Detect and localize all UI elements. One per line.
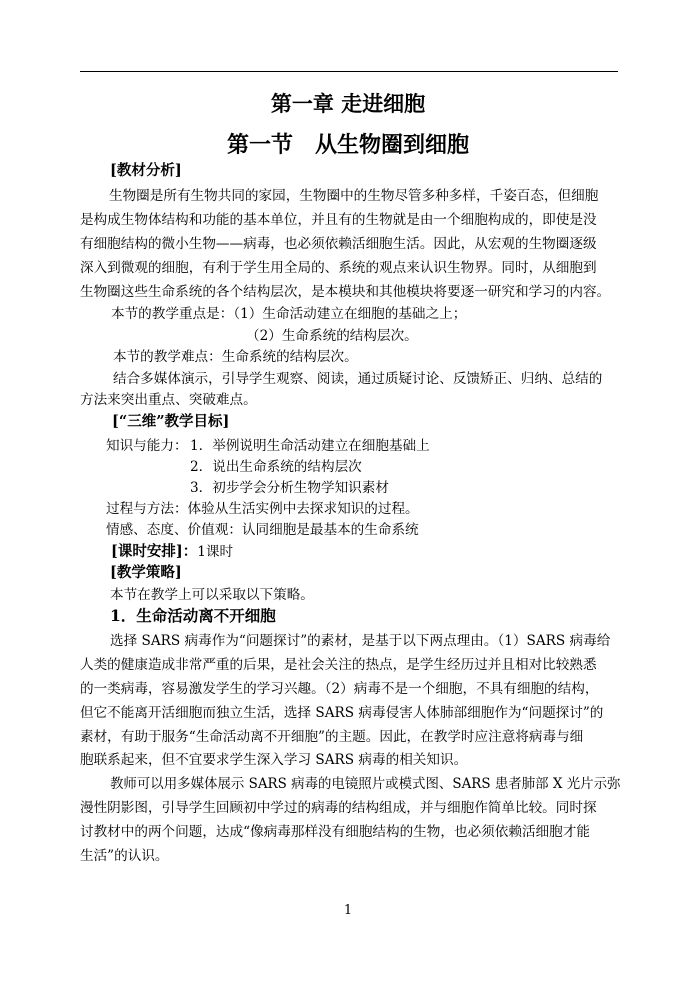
paragraph-line: 素材，有助于服务“生命活动离不开细胞”的主题。因此，在教学时应注意将病毒与细	[80, 729, 584, 745]
goals-knowledge-item: 1．举例说明生命活动建立在细胞基础上	[190, 438, 430, 454]
difficulty-line: 本节的教学难点：生命系统的结构层次。	[113, 349, 358, 365]
paragraph-line: 但它不能离开活细胞而独立生活，选择 SARS 病毒侵害人体肺部细胞作为“问题探讨”的	[80, 705, 604, 721]
paragraph-line: 选择 SARS 病毒作为“问题探讨”的素材，是基于以下两点理由。（1）SARS 病毒给	[110, 633, 611, 649]
goals-emotion: 情感、态度、价值观：认同细胞是最基本的生命系统	[106, 522, 419, 538]
chapter-title: 第一章 走进细胞	[270, 91, 426, 116]
paragraph-line: 胞联系起来，但不宜要求学生深入学习 SARS 病毒的相关知识。	[80, 752, 468, 768]
method-line: 结合多媒体演示，引导学生观察、阅读，通过质疑讨论、反馈矫正、归纳、总结的	[113, 371, 603, 387]
schedule-label: [课时安排]：	[111, 543, 198, 560]
paragraph-line: 人类的健康造成非常严重的后果，是社会关注的热点，是学生经历过并且相对比较熟悉	[80, 657, 597, 673]
heading-section-1: 1．生命活动离不开细胞	[110, 606, 276, 625]
key-points-line: 本节的教学重点是：（1）生命活动建立在细胞的基础之上；	[111, 306, 467, 322]
schedule-line	[111, 542, 233, 562]
page-number: 1	[343, 903, 353, 918]
paragraph-line: 生活”的认识。	[80, 848, 169, 864]
heading-strategy: [教学策略]	[110, 564, 182, 581]
header-rule	[80, 71, 618, 72]
method-line: 方法来突出重点、突破难点。	[80, 392, 257, 408]
paragraph-line: 深入到微观的细胞，有利于学生用全局的、系统的观点来认识生物界。同时，从细胞到	[80, 260, 597, 276]
heading-goals: [“三维”教学目标]	[112, 413, 230, 430]
section-title: 第一节 从生物圈到细胞	[226, 132, 469, 158]
heading-textbook-analysis: [教材分析]	[110, 162, 182, 179]
paragraph-line: 是构成生物体结构和功能的基本单位，并且有的生物就是由一个细胞构成的，即使是没	[80, 212, 597, 228]
paragraph-line: 有细胞结构的微小生物——病毒，也必须依赖活细胞生活。因此，从宏观的生物圈逐级	[80, 236, 597, 252]
goals-knowledge-item: 2．说出生命系统的结构层次	[190, 459, 362, 475]
paragraph-line: 生物圈是所有生物共同的家园，生物圈中的生物尽管多种多样，千姿百态，但细胞	[109, 188, 599, 204]
strategy-intro: 本节在教学上可以采取以下策略。	[110, 587, 314, 603]
paragraph-line: 教师可以用多媒体展示 SARS 病毒的电镜照片或模式图、SARS 患者肺部 X 光片示弥	[110, 776, 621, 792]
paragraph-line: 讨教材中的两个问题，达成“像病毒那样没有细胞结构的生物，也必须依赖活细胞才能	[80, 824, 590, 840]
paragraph-line: 生物圈这些生命系统的各个结构层次，是本模块和其他模块将要逐一研究和学习的内容。	[80, 284, 611, 300]
goals-process: 过程与方法：体验从生活实例中去探求知识的过程。	[106, 501, 419, 517]
schedule-value: 1课时	[197, 544, 234, 560]
key-points-line: （2）生命系统的结构层次。	[246, 328, 418, 344]
goals-knowledge-label: 知识与能力：	[106, 438, 188, 454]
paragraph-line: 的一类病毒，容易激发学生的学习兴趣。（2）病毒不是一个细胞，不具有细胞的结构，	[80, 681, 599, 697]
goals-knowledge-item: 3．初步学会分析生物学知识素材	[190, 480, 389, 496]
paragraph-line: 漫性阴影图，引导学生回顾初中学过的病毒的结构组成，并与细胞作简单比较。同时探	[80, 800, 597, 816]
